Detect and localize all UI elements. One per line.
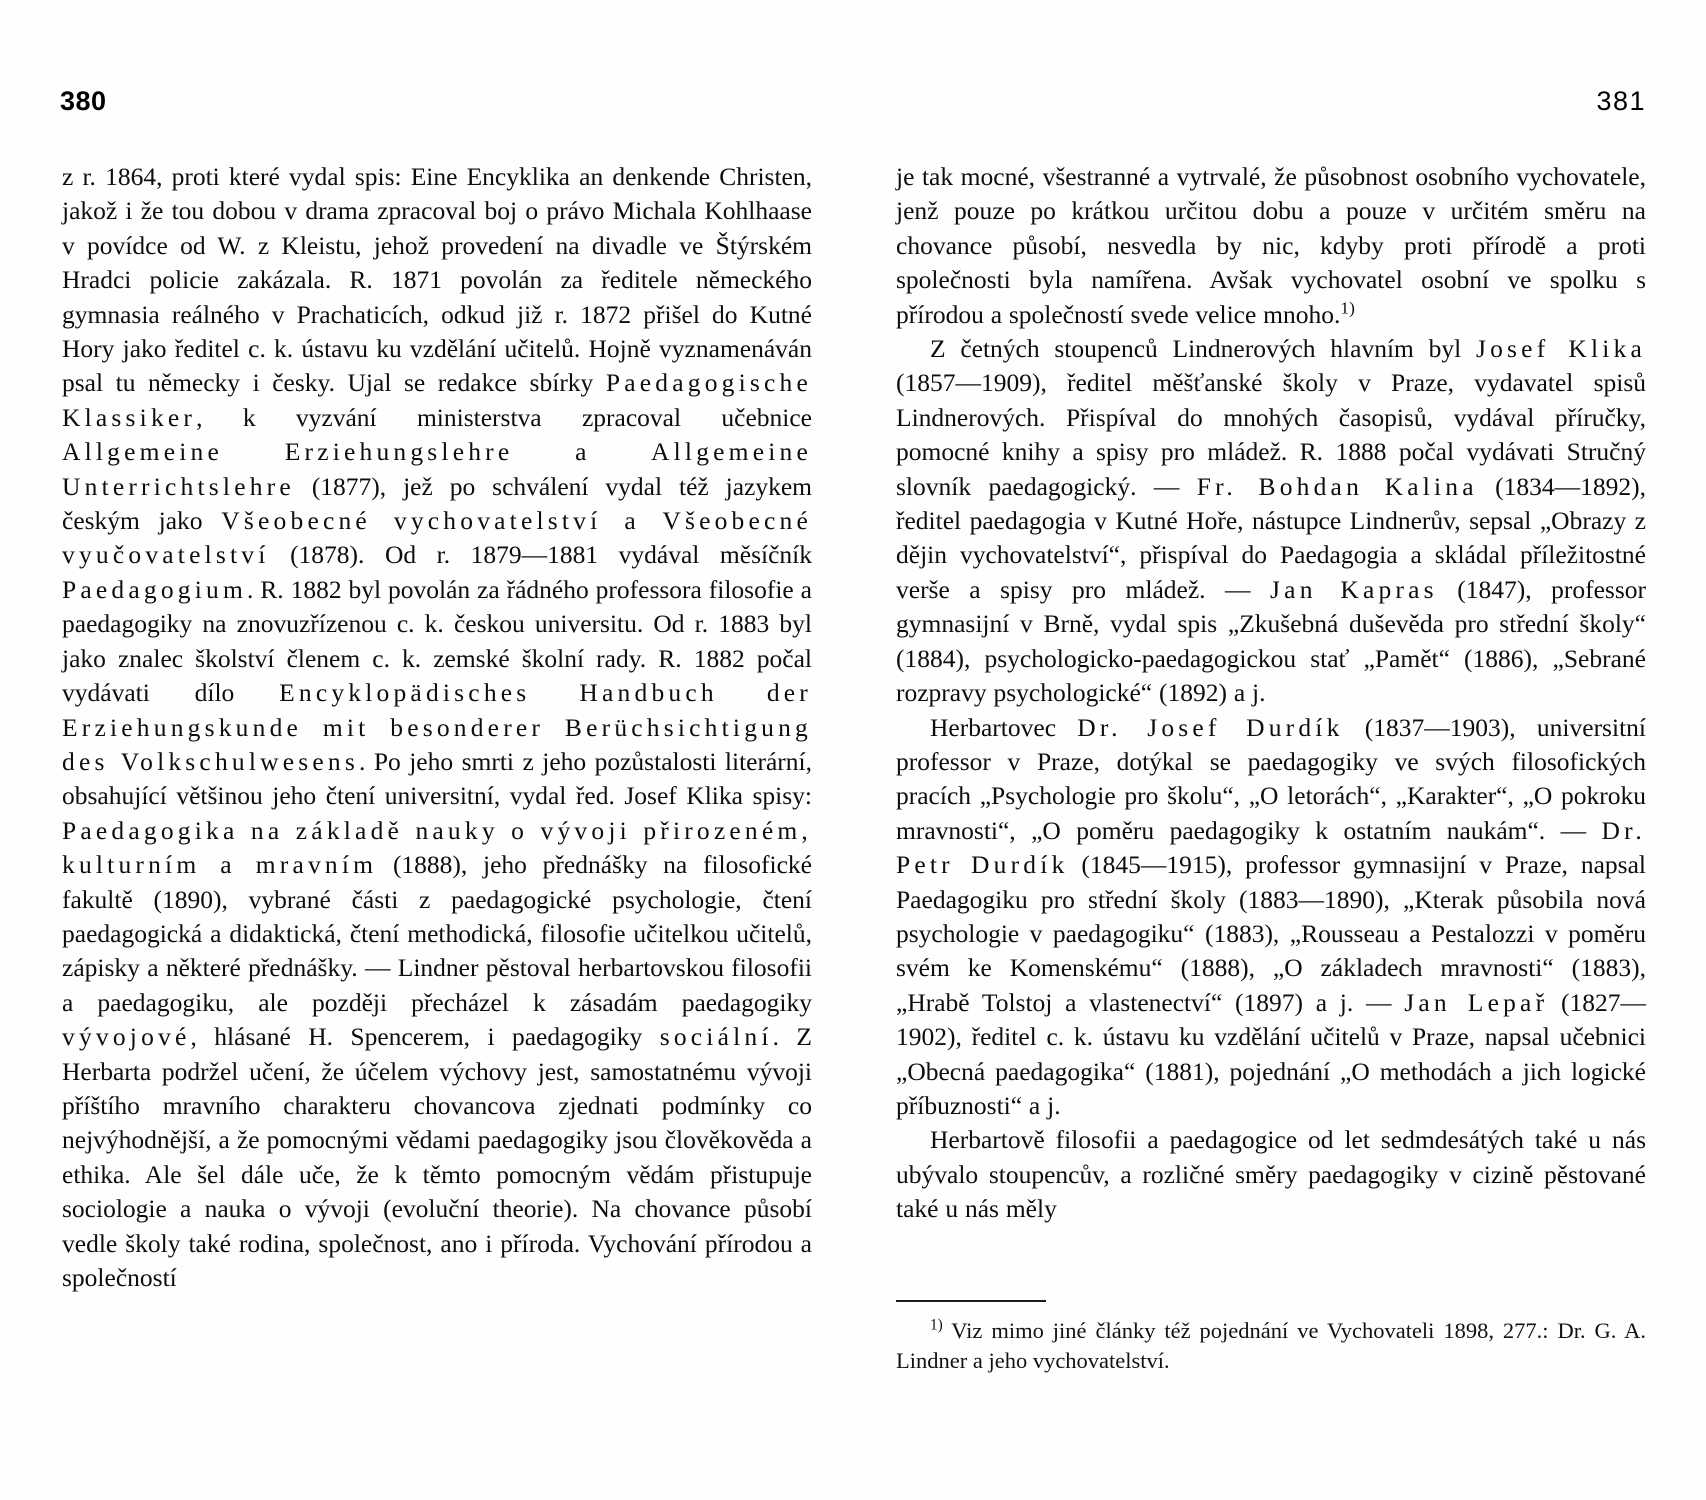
rp-seg-12: (1845—1915), professor gymnasijní v Praze, napsal Paedagogiku pro střední školy (1883—1890), „Kterak působila nová psychologie v paedagogiku“ (1883), „Rousseau a Pestalozzi v poměru svém ke Komenskému“ (1888), „O základech mravnosti“ (1883), „Hrabě Tolstoj a vlastenectví“ (1897) a j. — (896, 850, 1646, 1017)
lp-seg-1: Paedagogische Klassiker (62, 368, 812, 432)
rp-seg-13: Jan Lepař (1404, 987, 1549, 1017)
rp-seg-2: Josef Klika (1475, 334, 1646, 364)
lp-seg-8: . R. 1882 byl povolán za řádného professora filosofie a paedagogiky na znovuzřízenou c. k. českou universitu. Od r. 1883 byl jako znalec školství členem c. k. zemské školní rady. R. 1882 počal vydávati dílo (62, 574, 812, 708)
footnote-separator (896, 1300, 1046, 1302)
lp-seg-6: (1878). Od r. 1879—1881 vydával měsíčník (269, 540, 812, 570)
right-body-paragraph-3 (896, 711, 1646, 1124)
rp-seg-8: Herbartovec (930, 712, 1078, 742)
rp-seg-4: Fr. Bohdan Kalina (1196, 471, 1478, 501)
lp-seg-13: vývojové (62, 1022, 191, 1052)
rp-seg-1: Z četných stoupenců Lindnerových hlavním byl (930, 334, 1476, 364)
footnote-area (896, 1300, 1646, 1376)
lp-seg-3: Allgemeine Erziehungslehre a Allgemeine Unterrichtslehre (62, 437, 812, 501)
rp-seg-5: (1834—1892), ředitel paedagogia v Kutné Hoře, nástupce Lindnerův, sepsal „Obrazy z dějin vychovatelství“, přispíval do Paedagogia a skládal příležitostné verše a spisy pro mládež. — (896, 471, 1647, 604)
rp-seg-3: (1857—1909), ředitel měšťanské školy v Praze, vydavatel spisů Lindnerových. Přispíval do mnohých časopisů, vydával příručky, pomocné knihy a spisy pro mládež. R. 1888 počal vydávati Stručný slovník paedagogický. — (896, 368, 1646, 501)
rp-seg-6: Jan Kapras (1270, 574, 1438, 604)
lp-seg-14: , hlásané H. Spencerem, i paedagogiky (190, 1022, 660, 1052)
lp-seg-11: Paedagogika na základě nauky o vývoji přirozeném, kulturním a mravním (62, 815, 812, 880)
lp-seg-4: (1877), jež po schválení vydal též jazykem českým jako (62, 471, 812, 536)
rp-seg-7: (1847), professor gymnasijní v Brně, vydal spis „Zkušebná duševěda pro střední školy“ (1884), psychologicko-paedagogickou stať „Pamět“ (1886), „Sebrané rozpravy psychologické“ (1892) a j. (896, 574, 1647, 708)
lp-seg-12: (1888), jeho přednášky na filosofické fakultě (1890), vybrané části z paedagogické psychologie, čtení paedagogická a didaktická, čtení methodická, filosofie učitelkou učitelů, zápisky a některé přednášky. — Lindner pěstoval herbartovskou filosofii a paedagogiku, ale později přecházel k zásadám paedagogiky (62, 850, 813, 1017)
rp-seg-15: Herbartově filosofii a paedagogice od let sedmdesátých také u nás ubývalo stoupencův, a rozličné směry paedagogiky v cizině pěstované také u nás měly (896, 1125, 1646, 1224)
lp-seg-2: , k vyzvání ministerstva zpracoval učebnice (196, 402, 812, 432)
right-body-paragraph-2 (896, 332, 1646, 710)
lp-seg-5: Všeobecné vychovatelství a Všeobecné vyučovatelství (62, 506, 812, 570)
lp-seg-16: . Z Herbarta podržel učení, že účelem výchovy jest, samostatnému vývoji příštího mravního charakteru chovancova zjednati podmínky co nejvýhodnější, a že pomocnými vědami paedagogiky jsou člověkověda a ethika. Ale šel dále uče, že k těmto pomocným vědám přistupuje sociologie a nauka o vývoji (evoluční theorie). Na chovance působí vedle školy také rodina, společnost, ano i příroda. Vychování přírodou a společností (62, 1022, 812, 1292)
footnote-body: Viz mimo jiné články též pojednání ve Vychovateli 1898, 277.: Dr. G. A. Lindner a jeho vychovatelství. (896, 1318, 1646, 1373)
folio-row (60, 86, 1646, 126)
left-page-column (62, 160, 812, 1295)
rp-seg-10: (1837—1903), universitní professor v Praze, dotýkal se paedagogiky ve svých filosofických pracích „Psychologie pro školu“, „O letorách“, „Karakter“, „O pokroku mravnosti“, „O poměru paedagogiky k ostatním naukám“. — (896, 712, 1646, 845)
text-columns (62, 160, 1646, 1295)
lp-seg-0: z r. 1864, proti které vydal spis: Eine Encyklika an denkende Christen, jakož i že tou dobou v drama zpracoval boj o právo Michala Kohlhaase v povídce od W. z Kleistu, jehož provedení na divadle ve Štýrském Hradci policie zakázala. R. 1871 povolán za ředitele německého gymnasia reálného v Prachaticích, odkud již r. 1872 přišel do Kutné Hory jako ředitel c. k. ústavu ku vzdělání učitelů. Hojně vyznamenáván psal tu německy i česky. Ujal se redakce sbírky (62, 162, 812, 398)
lp-seg-9: Encyklopädisches Handbuch der Erziehungskunde mit besonderer Berüchsichtigung des Volkschulwesens (62, 678, 812, 776)
right-body-paragraph-1 (896, 160, 1646, 332)
lp-seg-7: Paedagogium (62, 574, 248, 604)
footnote-ref[interactable]: 1) (1340, 298, 1355, 318)
rp-seg-9: Dr. Josef Durdík (1077, 712, 1344, 742)
page-number-left: 380 (60, 86, 107, 116)
lp-seg-15: sociální (659, 1022, 773, 1052)
right-body-paragraph-4 (896, 1123, 1646, 1226)
lp-seg-10: . Po jeho smrti z jeho pozůstalosti literární, obsahující většinou jeho čtení universitní, vydal řed. Josef Klika spisy: (62, 746, 812, 811)
rp-seg-0: je tak mocné, všestranné a vytrvalé, že působnost osobního vychovatele, jenž pouze po krátkou určitou dobu a pouze v určitém směru na chovance působí, nesvedla by nic, kdyby proti přírodě a proti společnosti byla namířena. Avšak vychovatel osobní ve spolku s přírodou a společností svede velice mnoho. (896, 162, 1646, 329)
rp-seg-11: Dr. Petr Durdík (896, 815, 1646, 880)
right-page-column (896, 160, 1646, 1295)
left-body-text (62, 160, 812, 1295)
footnote-marker: 1) (930, 1316, 943, 1334)
rp-seg-14: (1827—1902), ředitel c. k. ústavu ku vzdělání učitelů v Praze, napsal učebnici „Obecná paedagogika“ (1881), pojednání „O methodách a jich logické příbuznosti“ a j. (896, 987, 1647, 1120)
footnote-text (896, 1316, 1646, 1376)
page-number-right: 381 (1596, 86, 1646, 116)
